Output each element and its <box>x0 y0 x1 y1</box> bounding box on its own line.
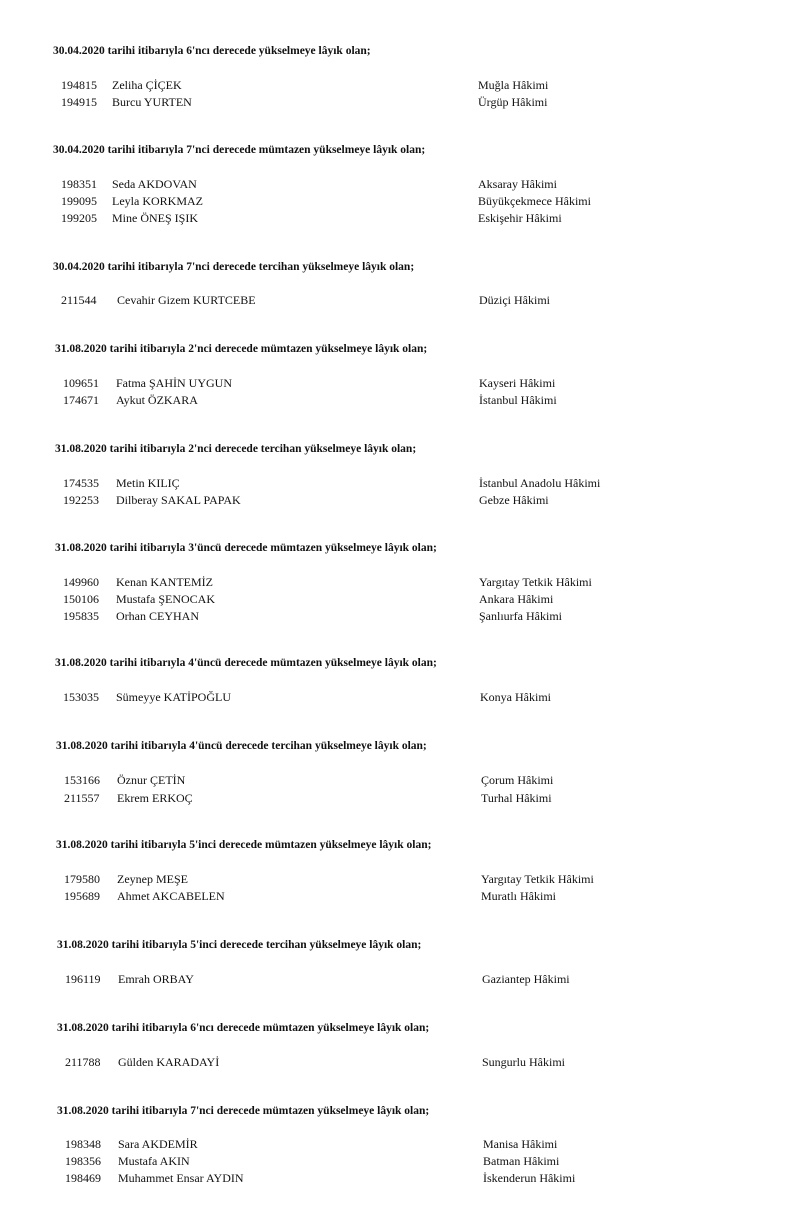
registry-number: 199095 <box>61 194 97 208</box>
person-name: Fatma ŞAHİN UYGUN <box>116 376 232 390</box>
person-name: Zeliha ÇİÇEK <box>112 78 182 92</box>
job-title: Ankara Hâkimi <box>479 592 554 606</box>
list-item <box>0 872 798 889</box>
list-item <box>0 609 798 626</box>
list-item <box>0 194 798 211</box>
section-heading: 31.08.2020 tarihi itibarıyla 6'ncı derecede mümtazen yükselmeye lâyık olan; <box>57 1022 430 1034</box>
list-item <box>0 1154 798 1171</box>
list-item <box>0 393 798 410</box>
list-item <box>0 592 798 609</box>
person-name: Metin KILIÇ <box>116 476 180 490</box>
registry-number: 198351 <box>61 177 97 191</box>
section-heading: 31.08.2020 tarihi itibarıyla 3'üncü derecede mümtazen yükselmeye lâyık olan; <box>55 542 437 554</box>
list-item <box>0 690 798 707</box>
registry-number: 195835 <box>63 609 99 623</box>
list-item <box>0 1171 798 1188</box>
registry-number: 211788 <box>65 1055 101 1069</box>
person-name: Cevahir Gizem KURTCEBE <box>117 293 256 307</box>
list-item <box>0 293 798 310</box>
registry-number: 109651 <box>63 376 99 390</box>
section-heading: 31.08.2020 tarihi itibarıyla 5'inci derecede mümtazen yükselmeye lâyık olan; <box>56 839 432 851</box>
list-item <box>0 1137 798 1154</box>
section-heading: 31.08.2020 tarihi itibarıyla 4'üncü derecede mümtazen yükselmeye lâyık olan; <box>55 657 437 669</box>
job-title: Eskişehir Hâkimi <box>478 211 562 225</box>
section-heading: 31.08.2020 tarihi itibarıyla 4'üncü derecede tercihan yükselmeye lâyık olan; <box>56 740 427 752</box>
list-item <box>0 95 798 112</box>
job-title: Gebze Hâkimi <box>479 493 549 507</box>
job-title: Yargıtay Tetkik Hâkimi <box>481 872 594 886</box>
list-item <box>0 476 798 493</box>
registry-number: 174535 <box>63 476 99 490</box>
job-title: Muğla Hâkimi <box>478 78 549 92</box>
section-heading: 31.08.2020 tarihi itibarıyla 5'inci derecede tercihan yükselmeye lâyık olan; <box>57 939 422 951</box>
list-item <box>0 211 798 228</box>
person-name: Sara AKDEMİR <box>118 1137 198 1151</box>
job-title: İstanbul Anadolu Hâkimi <box>479 476 601 490</box>
registry-number: 149960 <box>63 575 99 589</box>
list-item <box>0 78 798 95</box>
registry-number: 192253 <box>63 493 99 507</box>
registry-number: 198469 <box>65 1171 101 1185</box>
person-name: Ahmet AKCABELEN <box>117 889 225 903</box>
list-item <box>0 889 798 906</box>
person-name: Sümeyye KATİPOĞLU <box>116 690 231 704</box>
list-item <box>0 376 798 393</box>
person-name: Dilberay SAKAL PAPAK <box>116 493 241 507</box>
job-title: Batman Hâkimi <box>483 1154 560 1168</box>
job-title: Gaziantep Hâkimi <box>482 972 570 986</box>
person-name: Ekrem ERKOÇ <box>117 791 193 805</box>
person-name: Kenan KANTEMİZ <box>116 575 213 589</box>
job-title: İstanbul Hâkimi <box>479 393 557 407</box>
section-heading: 31.08.2020 tarihi itibarıyla 2'nci derecede mümtazen yükselmeye lâyık olan; <box>55 343 428 355</box>
list-item <box>0 493 798 510</box>
section-heading: 30.04.2020 tarihi itibarıyla 6'ncı derecede yükselmeye lâyık olan; <box>53 45 371 57</box>
registry-number: 198348 <box>65 1137 101 1151</box>
person-name: Emrah ORBAY <box>118 972 194 986</box>
job-title: Çorum Hâkimi <box>481 773 554 787</box>
job-title: Sungurlu Hâkimi <box>482 1055 565 1069</box>
person-name: Gülden KARADAYİ <box>118 1055 220 1069</box>
person-name: Burcu YURTEN <box>112 95 192 109</box>
job-title: Şanlıurfa Hâkimi <box>479 609 562 623</box>
person-name: Seda AKDOVAN <box>112 177 197 191</box>
registry-number: 153035 <box>63 690 99 704</box>
job-title: Yargıtay Tetkik Hâkimi <box>479 575 592 589</box>
person-name: Orhan CEYHAN <box>116 609 199 623</box>
registry-number: 198356 <box>65 1154 101 1168</box>
person-name: Zeynep MEŞE <box>117 872 188 886</box>
section-heading: 30.04.2020 tarihi itibarıyla 7'nci derecede tercihan yükselmeye lâyık olan; <box>53 261 415 273</box>
section-heading: 31.08.2020 tarihi itibarıyla 2'nci derecede tercihan yükselmeye lâyık olan; <box>55 443 417 455</box>
list-item <box>0 773 798 790</box>
job-title: Aksaray Hâkimi <box>478 177 557 191</box>
person-name: Öznur ÇETİN <box>117 773 186 787</box>
registry-number: 196119 <box>65 972 101 986</box>
list-item <box>0 1055 798 1072</box>
job-title: Büyükçekmece Hâkimi <box>478 194 591 208</box>
person-name: Muhammet Ensar AYDIN <box>118 1171 244 1185</box>
registry-number: 211544 <box>61 293 97 307</box>
list-item <box>0 177 798 194</box>
job-title: Manisa Hâkimi <box>483 1137 558 1151</box>
person-name: Mustafa ŞENOCAK <box>116 592 215 606</box>
registry-number: 153166 <box>64 773 100 787</box>
registry-number: 174671 <box>63 393 99 407</box>
list-item <box>0 575 798 592</box>
person-name: Aykut ÖZKARA <box>116 393 198 407</box>
registry-number: 211557 <box>64 791 100 805</box>
section-heading: 31.08.2020 tarihi itibarıyla 7'nci derecede mümtazen yükselmeye lâyık olan; <box>57 1105 430 1117</box>
job-title: Ürgüp Hâkimi <box>478 95 548 109</box>
registry-number: 195689 <box>64 889 100 903</box>
person-name: Leyla KORKMAZ <box>112 194 203 208</box>
person-name: Mustafa AKIN <box>118 1154 190 1168</box>
list-item <box>0 972 798 989</box>
job-title: Turhal Hâkimi <box>481 791 552 805</box>
registry-number: 194815 <box>61 78 97 92</box>
job-title: Konya Hâkimi <box>480 690 551 704</box>
job-title: İskenderun Hâkimi <box>483 1171 576 1185</box>
registry-number: 194915 <box>61 95 97 109</box>
job-title: Düziçi Hâkimi <box>479 293 550 307</box>
job-title: Kayseri Hâkimi <box>479 376 556 390</box>
registry-number: 150106 <box>63 592 99 606</box>
list-item <box>0 791 798 808</box>
section-heading: 30.04.2020 tarihi itibarıyla 7'nci derecede mümtazen yükselmeye lâyık olan; <box>53 144 426 156</box>
registry-number: 199205 <box>61 211 97 225</box>
registry-number: 179580 <box>64 872 100 886</box>
job-title: Muratlı Hâkimi <box>481 889 556 903</box>
person-name: Mine ÖNEŞ IŞIK <box>112 211 198 225</box>
